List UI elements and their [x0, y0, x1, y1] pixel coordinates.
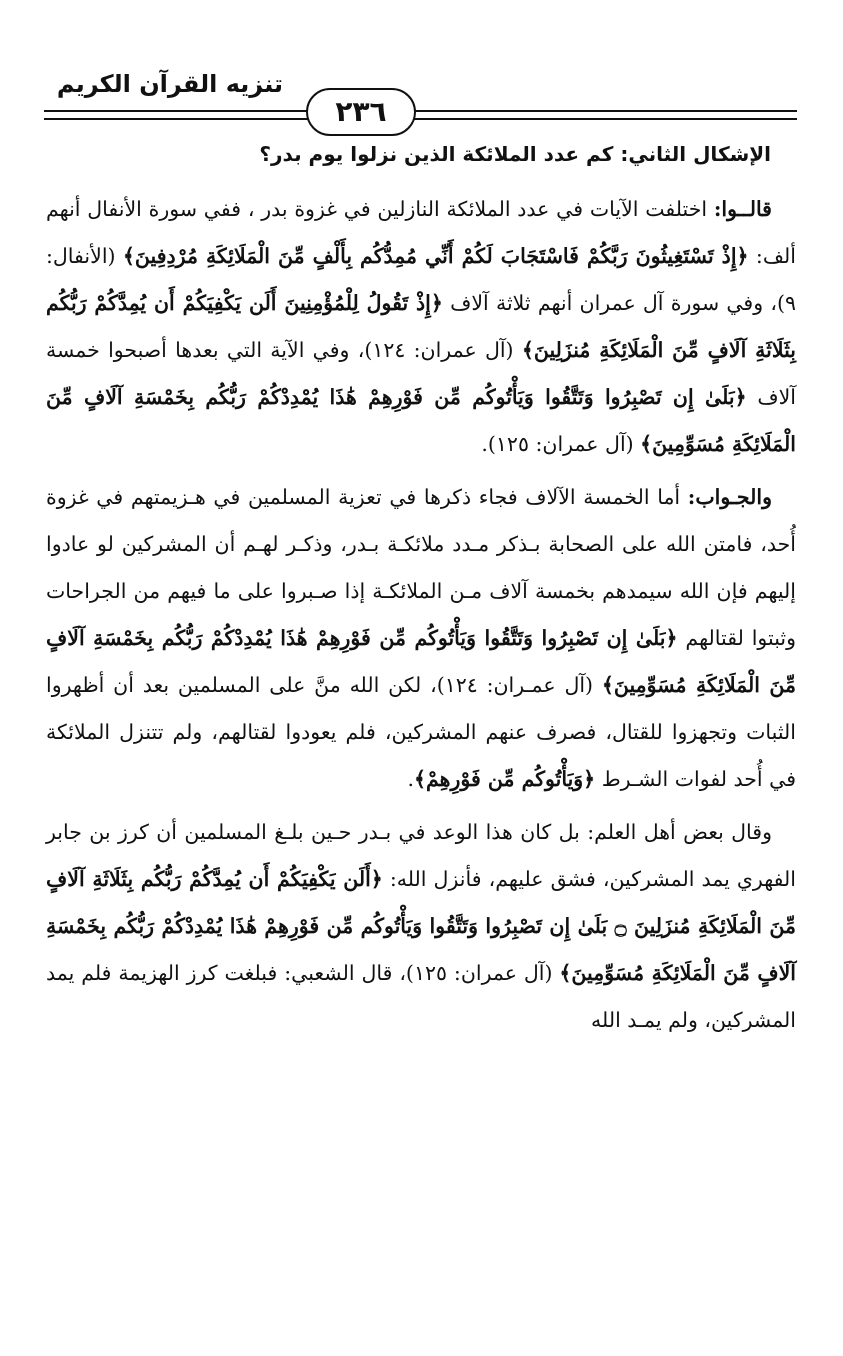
quran-quote: ﴿أَلَن يَكْفِيَكُمْ أَن يُمِدَّكُمْ رَبُّكُم بِثَلَاثَةِ آلَافٍ مِّنَ الْمَلَائِكَةِ مُنزَلِينَ ۝ بَلَىٰ إِن تَصْبِرُوا وَتَتَّقُوا وَيَأْتُوكُم مِّن فَوْرِهِمْ هَٰذَا يُمْدِدْكُمْ رَبُّكُم بِخَمْسَةِ آلَافٍ مِّنَ الْمَلَائِكَةِ مُسَوِّمِينَ﴾	[46, 867, 796, 985]
section-heading: الإشكال الثاني: كم عدد الملائكة الذين نزلوا يوم بدر؟	[259, 142, 771, 166]
quran-quote: ﴿بَلَىٰ إِن تَصْبِرُوا وَتَتَّقُوا وَيَأْتُوكُم مِّن فَوْرِهِمْ هَٰذَا يُمْدِدْكُمْ رَبُّكُم بِخَمْسَةِ آلَافٍ مِّنَ الْمَلَائِكَةِ مُسَوِّمِينَ﴾	[46, 626, 797, 697]
paragraph-text: أما الخمسة الآلاف فجاء ذكرها في تعزية المسلمين في هـزيمتهم في غزوة أُحد، فامتن الله على الصحابة بـذكر مـدد ملائكـة بـدر، وذكـر لهـم أن المشركين لو عادوا إليهم فإن الله سيمدهم بخمسة آلاف مـن الملائكـة إذا صـبروا على ما فيهم من الجراحات وثبتوا لقتالهم	[46, 485, 796, 650]
header-rule-top	[44, 110, 797, 112]
paragraph-lead: قالــوا:	[713, 197, 772, 221]
paragraph-lead: والجـواب:	[687, 485, 772, 509]
paragraph	[46, 474, 796, 803]
paragraph	[46, 809, 796, 1044]
quran-quote: ﴿إِذْ تَقُولُ لِلْمُؤْمِنِينَ أَلَن يَكْفِيَكُمْ أَن يُمِدَّكُمْ رَبُّكُم بِثَلَاثَةِ آلَافٍ مِّنَ الْمَلَائِكَةِ مُنزَلِينَ﴾	[46, 291, 796, 362]
quran-quote: ﴿بَلَىٰ إِن تَصْبِرُوا وَتَتَّقُوا وَيَأْتُوكُم مِّن فَوْرِهِمْ هَٰذَا يُمْدِدْكُمْ رَبُّكُم بِخَمْسَةِ آلَافٍ مِّنَ الْمَلَائِكَةِ مُسَوِّمِينَ﴾	[46, 385, 796, 456]
paragraph-text: (آل عمران: ١٢٤)، وفي الآية التي بعدها أصبحوا خمسة آلاف	[46, 338, 796, 409]
paragraph-text: وقال بعض أهل العلم: بل كان هذا الوعد في بـدر حـين بلـغ المسلمين أن كرز بن جابر الفهري يمد المشركين، فشق عليهم، فأنزل الله:	[46, 820, 796, 891]
paragraph-text: (آل عمـران: ١٢٤)، لكن الله منَّ على المسلمين بعد أن أظهروا الثبات وتجهزوا للقتال، فصرف عنهم المشركين، فلم يعودوا لقتالهم، ولم تتنزل الملائكة في أُحد لفوات الشـرط	[46, 673, 796, 791]
paragraph-text: (آل عمران: ١٢٥)، قال الشعبي: فبلغت كرز الهزيمة فلم يمد المشركين، ولم يمـد الله	[46, 961, 796, 1032]
quran-quote: ﴿وَيَأْتُوكُم مِّن فَوْرِهِمْ﴾	[414, 767, 596, 791]
book-title: تنزيه القرآن الكريم	[56, 70, 283, 98]
paragraph-text: (آل عمران: ١٢٥).	[481, 432, 641, 456]
paragraph-text: .	[407, 767, 415, 791]
page-number: ٢٣٦	[306, 88, 416, 136]
header-rule-bottom	[44, 118, 797, 120]
paragraph-text: (الأنفال: ٩)، وفي سورة آل عمران أنهم ثلاثة آلاف	[46, 244, 796, 315]
quran-quote: ﴿إِذْ تَسْتَغِيثُونَ رَبَّكُمْ فَاسْتَجَابَ لَكُمْ أَنِّي مُمِدُّكُم بِأَلْفٍ مِّنَ الْمَلَائِكَةِ مُرْدِفِينَ﴾	[122, 244, 749, 268]
body-text	[46, 186, 796, 1050]
paragraph	[46, 186, 796, 468]
paragraph-text: اختلفت الآيات في عدد الملائكة النازلين في غزوة بدر ، ففي سورة الأنفال أنهم ألف:	[46, 197, 796, 268]
